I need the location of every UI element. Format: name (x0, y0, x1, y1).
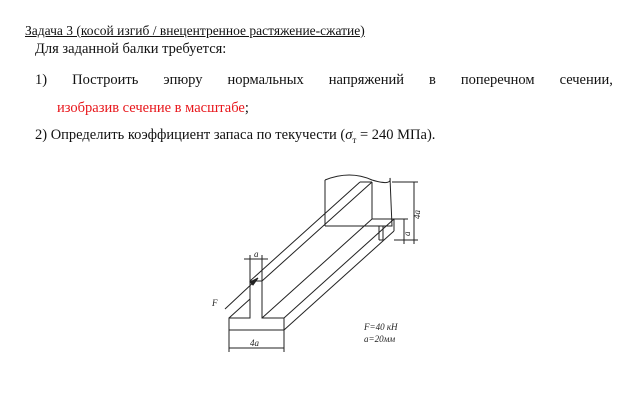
given-force: F=40 кН (364, 322, 398, 332)
item2-suffix: = 240 МПа). (356, 127, 436, 143)
item1-word: Построить (72, 72, 139, 88)
highlighted-text: изобразив сечение в масштабе (57, 100, 245, 116)
sigma-symbol: σ (345, 127, 353, 143)
given-a: a=20мм (364, 334, 396, 344)
dim-a-top-label: a (254, 249, 259, 259)
dim-4a-bottom-label: 4a (250, 338, 259, 348)
item1-word: в (428, 72, 436, 88)
item1-word: поперечном (460, 72, 535, 88)
item1-word: нормальных (227, 72, 304, 88)
web-top-edge-left (250, 182, 360, 281)
wall-support (325, 175, 392, 226)
sigma-subscript: т (352, 134, 357, 145)
item1-word: 1) (35, 72, 48, 88)
item1-semicolon: ; (244, 100, 249, 116)
task-intro: Для заданной балки требуется: (35, 41, 227, 57)
dim-a-right-label: a (402, 231, 412, 236)
item2-prefix: 2) Определить коэффициент запаса по текучести ( (35, 127, 346, 143)
item1-word: эпюру (163, 72, 203, 88)
dim-4a-right-label: 4a (412, 210, 422, 219)
item1-word: сечении, (559, 72, 613, 88)
item1-word: напряжений (328, 72, 404, 88)
task-title: Задача 3 (косой изгиб / внецентренное растяжение-сжатие) (25, 23, 365, 38)
web-base-edge (262, 219, 372, 318)
force-arrow (225, 278, 258, 309)
flange-top-edge (284, 219, 394, 318)
force-label: F (212, 298, 218, 308)
